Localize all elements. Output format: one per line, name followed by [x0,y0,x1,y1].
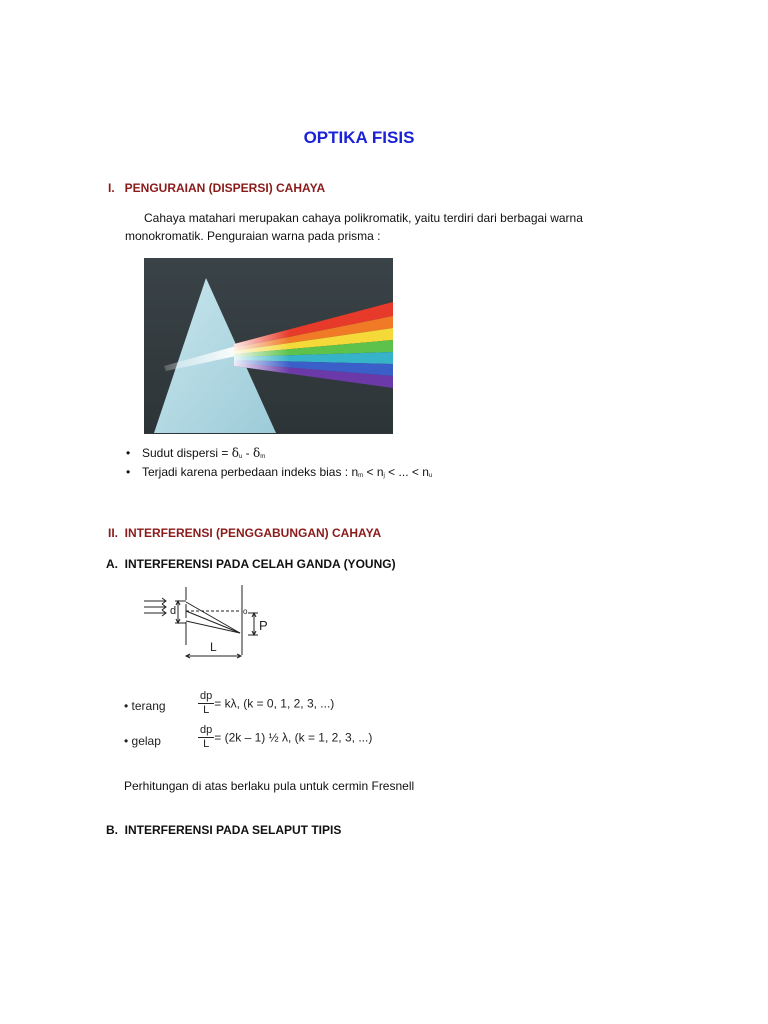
bullet-dispersion-angle: • Sudut dispersi = $\delta_u - \delta_m$ [126,446,266,460]
young-double-slit-diagram [140,585,280,665]
intro-paragraph-line-2: monokromatik. Penguraian warna pada prisma : [125,229,381,243]
terang-formula: $\frac{dp}{L}$ = kλ, (k = 0, 1, 2, 3, ...) [200,690,335,716]
label-l: L [210,640,217,654]
bullet-refractive-index: • Terjadi karena perbedaan indeks bias : $n_m < n_j$ < ... < $n_u$ [126,465,433,479]
section-2-heading: II. INTERFERENSI (PENGGABUNGAN) CAHAYA [108,526,382,540]
fresnell-note: Perhitungan di atas berlaku pula untuk cermin Fresnell [124,779,415,793]
intro-paragraph-line-1: Cahaya matahari merupakan cahaya polikromatik, yaitu terdiri dari berbagai warna [144,211,583,225]
subsection-b-heading: B. INTERFERENSI PADA SELAPUT TIPIS [106,823,342,837]
page-title: OPTIKA FISIS [303,128,415,147]
label-d: d [170,605,177,617]
gelap-label: • gelap [124,734,161,748]
subsection-a-heading: A. INTERFERENSI PADA CELAH GANDA (YOUNG) [106,557,396,571]
gelap-formula: $\frac{dp}{L}$ = (2k – 1) ½ λ, (k = 1, 2, 3, ...) [200,724,373,750]
prism-illustration [144,258,393,434]
label-o: o [243,607,248,616]
label-p: P [259,618,268,633]
terang-fraction: $\frac{dp}{L}$ [200,690,213,716]
gelap-fraction: $\frac{dp}{L}$ [200,724,213,750]
section-1-heading: I. PENGURAIAN (DISPERSI) CAHAYA [108,181,326,195]
terang-label: • terang [124,699,166,713]
prism-dispersion-image [144,258,393,434]
